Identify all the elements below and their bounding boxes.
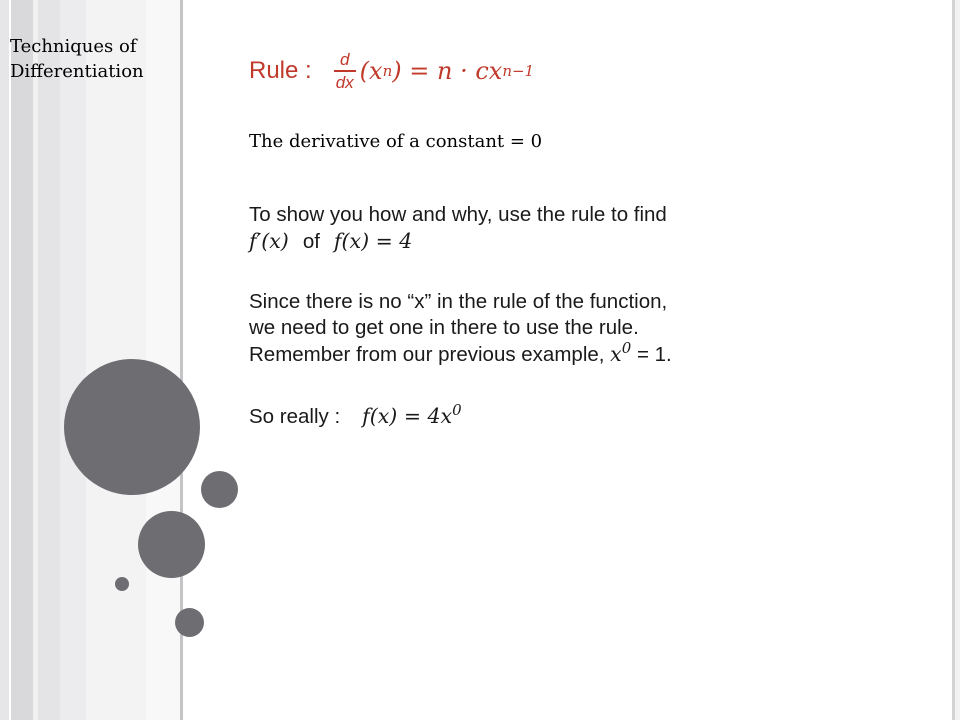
paragraph-so-really [249, 403, 462, 430]
math-fprime: f′(x) [249, 229, 289, 253]
decor-circle [115, 577, 129, 591]
text-line: we need to get one in there to use the rule. [249, 316, 639, 339]
text-line: Since there is no “x” in the rule of the function, [249, 290, 668, 313]
paragraph-show-how [249, 202, 667, 255]
decor-circle [138, 511, 205, 578]
power-rule: Rule : $\frac{d}{dx}$ (x n ) = n · cx n−1 [249, 50, 535, 92]
text-of: of [302, 230, 320, 253]
slide-title-line: Differentiation [10, 61, 144, 82]
slide-title [10, 34, 185, 84]
decor-stripe [955, 0, 960, 720]
decor-stripe [38, 0, 60, 720]
math-exponent: 0 [621, 339, 632, 358]
decor-stripe [11, 0, 33, 720]
text-equals-one: = 1. [631, 343, 672, 366]
decor-stripe [60, 0, 86, 720]
math-fx: f(x) = 4 [333, 229, 413, 253]
decor-circle [175, 608, 204, 637]
constant-statement: The derivative of a constant = 0 [249, 131, 543, 152]
frac-bar [334, 70, 356, 72]
text-so-really: So really : [249, 405, 341, 428]
rule-rhs: ) = n · cx [392, 57, 503, 85]
decor-circle [201, 471, 238, 508]
frac-numerator: d [339, 50, 350, 70]
text-remember: Remember from our previous example, [249, 343, 611, 366]
decor-stripe [146, 0, 180, 720]
slide-title-line: Techniques of [10, 36, 137, 57]
rule-lhs: (x [359, 57, 383, 85]
frac-denominator: dx [335, 72, 354, 92]
decor-circle [64, 359, 200, 495]
rule-label: Rule : [249, 57, 312, 84]
decor-stripe [0, 0, 9, 720]
math-exponent: 0 [452, 401, 462, 420]
derivative-operator [334, 50, 356, 92]
math-expression: f(x) = 4x [362, 404, 453, 428]
math-x: x [610, 342, 622, 366]
paragraph-no-x [249, 289, 672, 368]
text-line [249, 228, 667, 255]
text-line [249, 341, 672, 368]
text-line: To show you how and why, use the rule to find [249, 203, 667, 226]
